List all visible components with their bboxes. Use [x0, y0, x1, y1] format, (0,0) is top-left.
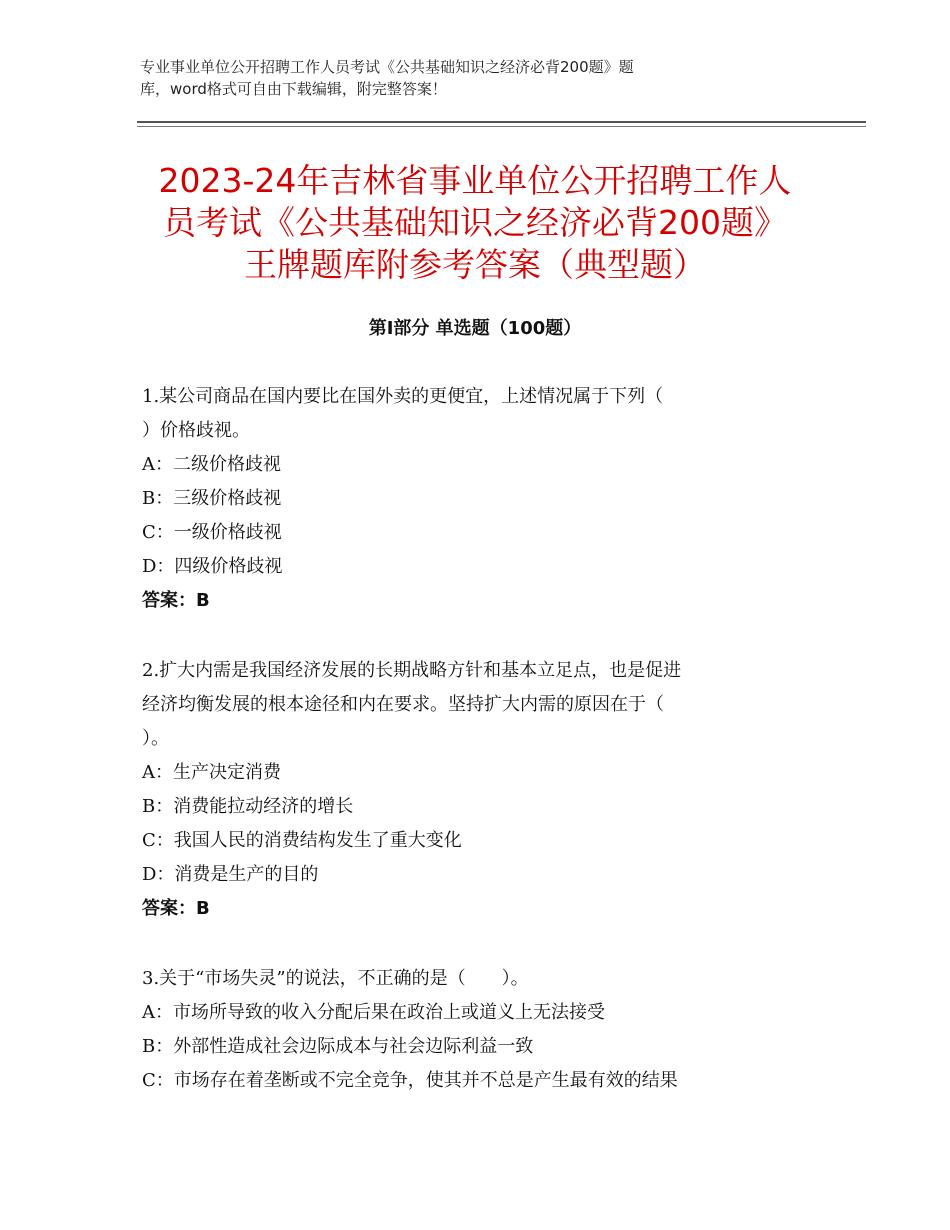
option-b: B：消费能拉动经济的增长	[142, 796, 354, 817]
answer: 答案：B	[142, 898, 210, 919]
option-d: D：四级价格歧视	[142, 556, 283, 577]
answer: 答案：B	[142, 590, 210, 611]
option-c: C：市场存在着垄断或不完全竞争，使其并不总是产生最有效的结果	[142, 1070, 678, 1091]
question-stem: ）。	[142, 728, 169, 749]
title-line-1: 2023-24年吉林省事业单位公开招聘工作人	[158, 161, 792, 200]
option-a: A：生产决定消费	[142, 762, 281, 783]
spacer	[142, 618, 822, 654]
option-b: B：外部性造成社会边际成本与社会边际利益一致	[142, 1036, 534, 1057]
title-line-3: 王牌题库附参考答案（典型题）	[244, 245, 706, 284]
question-3	[142, 962, 822, 1098]
option-c: C：一级价格歧视	[142, 522, 282, 543]
option-b: B：三级价格歧视	[142, 488, 282, 509]
header-divider-thin	[137, 126, 866, 127]
option-c: C：我国人民的消费结构发生了重大变化	[142, 830, 462, 851]
document-title	[100, 160, 850, 286]
option-d: D：消费是生产的目的	[142, 864, 319, 885]
header-note-line-2: 库，word格式可自由下载编辑，附完整答案！	[140, 80, 447, 98]
question-stem: ）价格歧视。	[142, 420, 250, 441]
header-note	[140, 56, 830, 100]
question-stem: 1.某公司商品在国内要比在国外卖的更便宜，上述情况属于下列（	[142, 386, 664, 407]
question-stem: 2.扩大内需是我国经济发展的长期战略方针和基本立足点，也是促进	[142, 660, 682, 681]
header-divider-thick	[137, 121, 866, 123]
question-list	[142, 380, 822, 1098]
question-1	[142, 380, 822, 618]
question-stem: 3.关于“市场失灵”的说法，不正确的是（ ）。	[142, 968, 529, 989]
header-note-line-1: 专业事业单位公开招聘工作人员考试《公共基础知识之经济必背200题》题	[140, 58, 634, 76]
section-heading: 第Ⅰ部分 单选题（100题）	[368, 318, 582, 339]
title-line-2: 员考试《公共基础知识之经济必背200题》	[163, 203, 787, 242]
option-a: A：市场所导致的收入分配后果在政治上或道义上无法接受	[142, 1002, 605, 1023]
spacer	[142, 926, 822, 962]
question-2	[142, 654, 822, 926]
question-stem: 经济均衡发展的根本途径和内在要求。坚持扩大内需的原因在于（	[142, 694, 664, 715]
option-a: A：二级价格歧视	[142, 454, 281, 475]
